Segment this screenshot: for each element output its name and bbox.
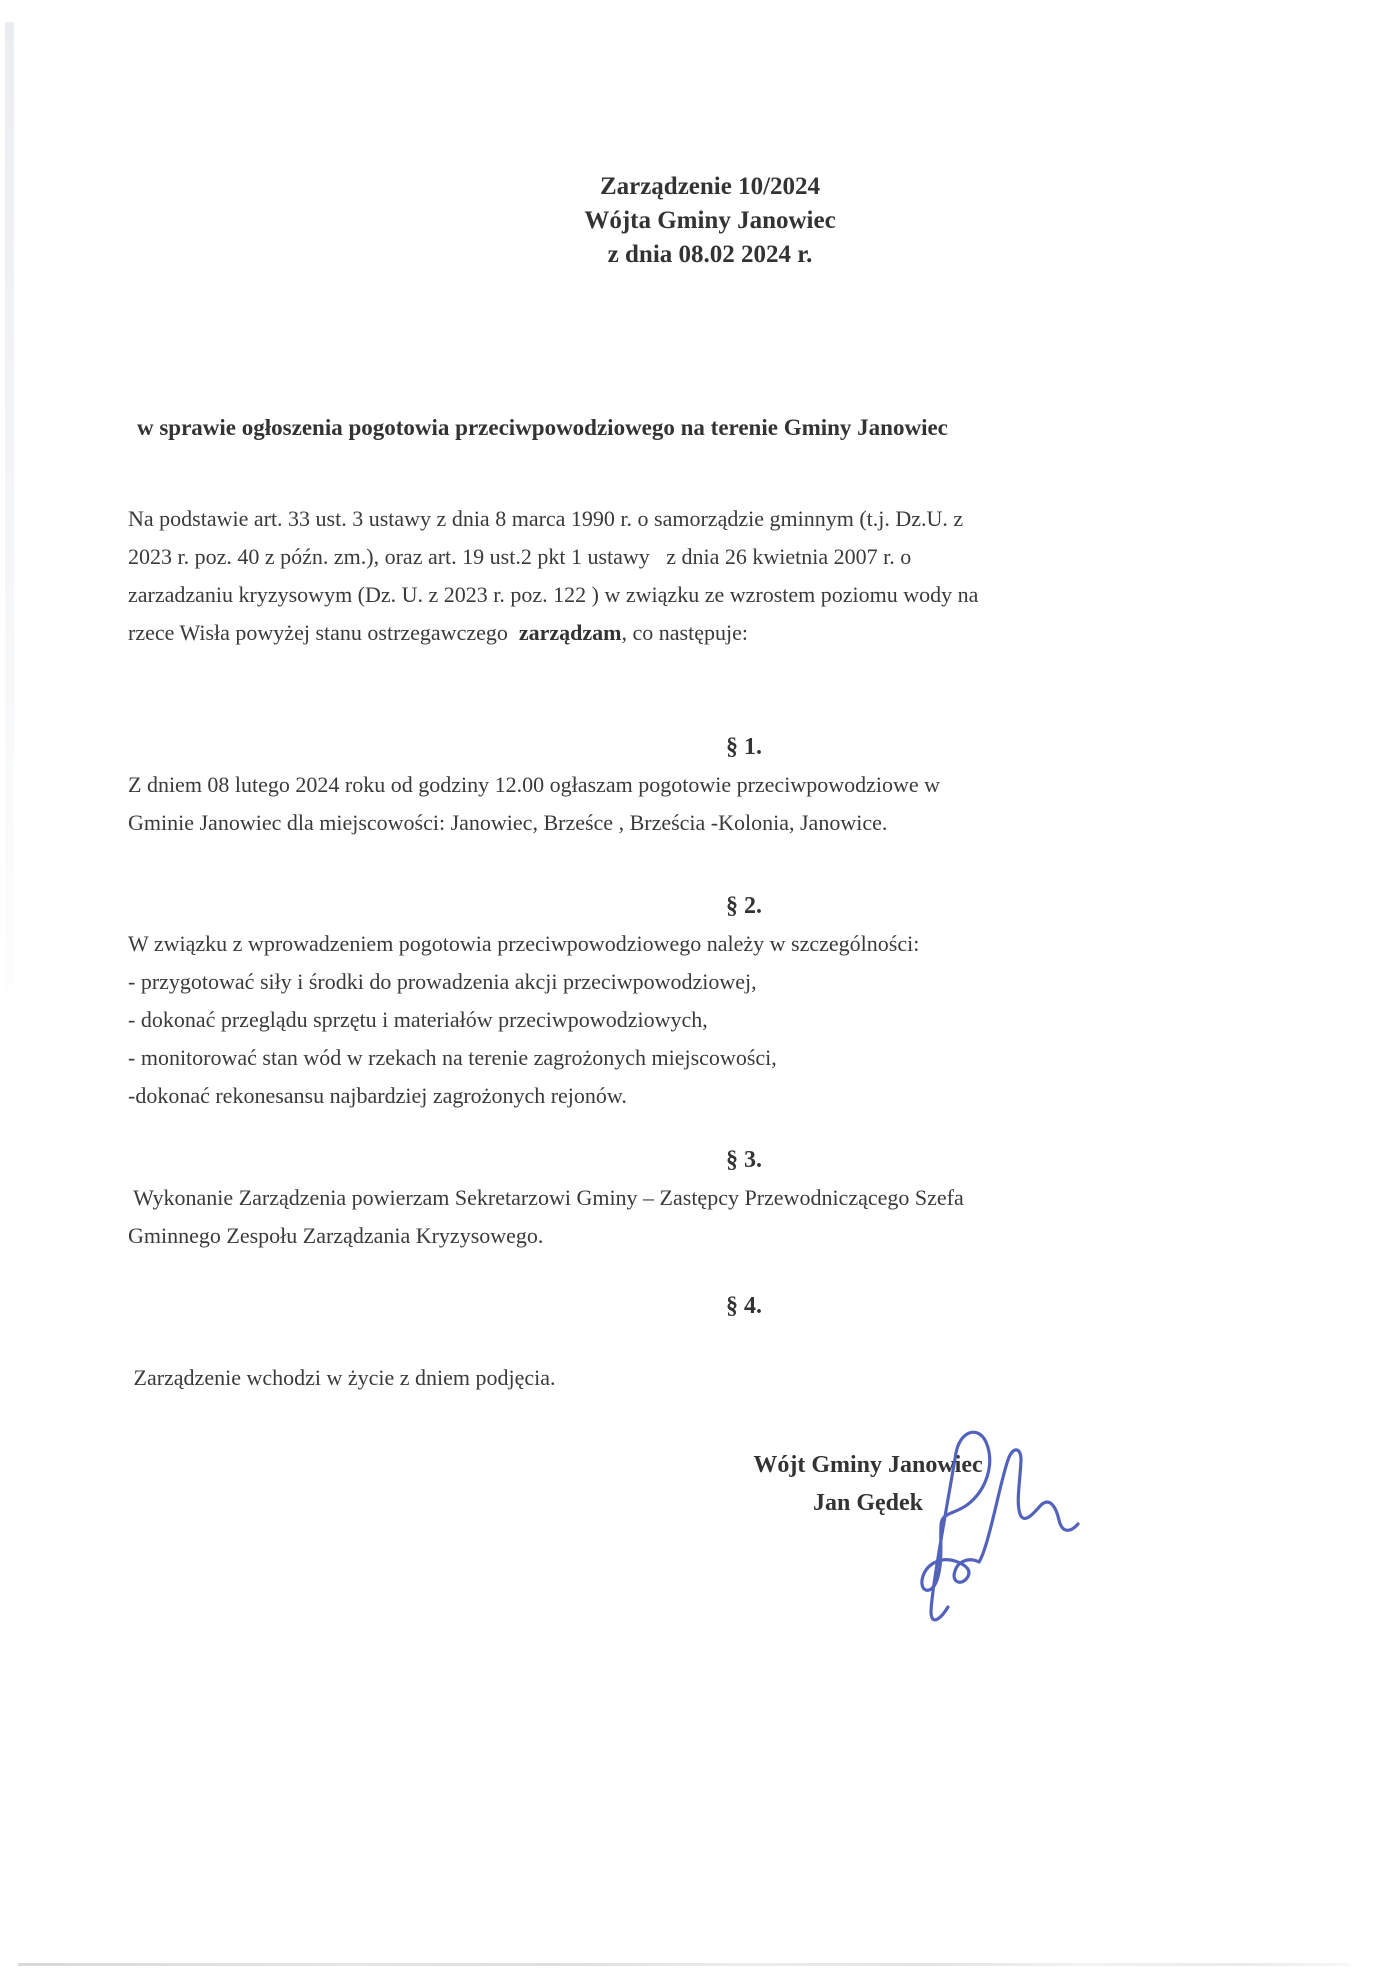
signatory-name: Jan Gędek xyxy=(812,1490,923,1516)
legal-basis-line-4-suffix: , co następuje: xyxy=(621,620,748,645)
document-title xyxy=(0,170,1400,272)
scan-bottom-edge xyxy=(18,1963,1350,1966)
section-3-line-1: Wykonanie Zarządzenia powierzam Sekretarzowi Gminy – Zastępcy Przewodniczącego Szefa xyxy=(128,1185,964,1210)
legal-basis-line-1: Na podstawie art. 33 ust. 3 ustawy z dnia 8 marca 1990 r. o samorządzie gminnym (t.j. Dz.U. z xyxy=(128,506,964,531)
section-4-heading: § 4. xyxy=(726,1293,762,1319)
signature-text xyxy=(737,1446,999,1522)
section-1-line-2: Gminie Janowiec dla miejscowości: Janowiec, Brześce , Brześcia -Kolonia, Janowice. xyxy=(128,810,888,835)
legal-basis-line-3: zarzadzaniu kryzysowym (Dz. U. z 2023 r. poz. 122 ) w związku ze wzrostem poziomu wody na xyxy=(128,582,979,607)
title-line-date: z dnia 08.02 2024 r. xyxy=(607,241,813,268)
title-line-authority: Wójta Gminy Janowiec xyxy=(584,207,836,234)
section-1-line-1: Z dniem 08 lutego 2024 roku od godziny 12.00 ogłaszam pogotowie przeciwpowodziowe w xyxy=(128,772,941,797)
section-2-item-2: - dokonać przeglądu sprzętu i materiałów przeciwpowodziowych, xyxy=(128,1007,708,1032)
closing-line: Zarządzenie wchodzi w życie z dniem podjęcia. xyxy=(128,1365,556,1390)
signature-block xyxy=(128,1446,1360,1522)
section-3-heading: § 3. xyxy=(726,1147,762,1173)
section-1-heading: § 1. xyxy=(726,734,762,760)
section-2-heading: § 2. xyxy=(726,893,762,919)
section-2-item-3: - monitorować stan wód w rzekach na terenie zagrożonych miejscowości, xyxy=(128,1045,777,1070)
section-3-line-2: Gminnego Zespołu Zarządzania Kryzysowego. xyxy=(128,1223,544,1248)
section-2-item-1: - przygotować siły i środki do prowadzenia akcji przeciwpowodziowej, xyxy=(128,969,757,994)
legal-basis-line-4-prefix: rzece Wisła powyżej stanu ostrzegawczego xyxy=(128,620,519,645)
section-2-intro: W związku z wprowadzeniem pogotowia przeciwpowodziowego należy w szczególności: xyxy=(128,931,920,956)
legal-basis-ordain-word: zarządzam xyxy=(518,620,622,645)
subject-line: w sprawie ogłoszenia pogotowia przeciwpowodziowego na terenie Gminy Janowiec xyxy=(137,415,948,440)
section-2-item-4: -dokonać rekonesansu najbardziej zagrożonych rejonów. xyxy=(128,1083,627,1108)
scan-edge-shadow xyxy=(5,22,14,1082)
legal-basis-line-4 xyxy=(128,614,1360,652)
legal-basis-paragraph xyxy=(128,500,1360,652)
document-body xyxy=(128,415,1360,1522)
legal-basis-line-2: 2023 r. poz. 40 z późn. zm.), oraz art. 19 ust.2 pkt 1 ustawy z dnia 26 kwietnia 2007 r. o xyxy=(128,544,912,569)
signatory-role: Wójt Gminy Janowiec xyxy=(753,1452,983,1478)
title-line-number: Zarządzenie 10/2024 xyxy=(599,173,821,200)
